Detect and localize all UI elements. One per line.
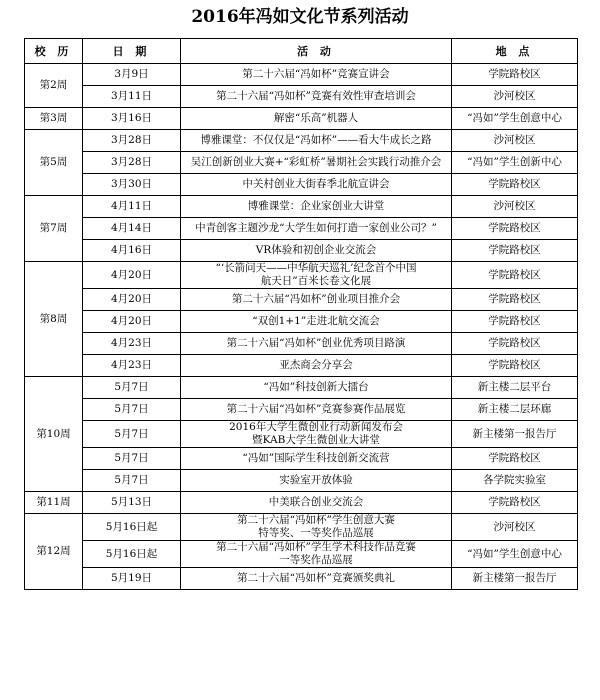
activity-line: 实验室开放体验 [279, 474, 353, 486]
table-row [25, 448, 578, 470]
activity-line: 2016年大学生微创业行动新闻发布会 [229, 421, 403, 433]
activity-cell [181, 333, 452, 355]
date-cell: 4月20日 [83, 311, 181, 333]
activity-cell [181, 399, 452, 421]
table-row [25, 86, 578, 108]
location-cell: 新主楼二层平台 [452, 377, 578, 399]
activity-line-2: 特等奖、一等奖作品巡展 [258, 527, 374, 539]
page-title: 2016年冯如文化节系列活动 [191, 7, 409, 27]
location-cell: 学院路校区 [452, 355, 578, 377]
activity-line: VR体验和初创企业交流会 [255, 244, 377, 256]
header-date: 日 期 [83, 39, 181, 64]
date-cell: 4月20日 [83, 262, 181, 289]
table-row [25, 108, 578, 130]
date-cell: 4月23日 [83, 355, 181, 377]
table-row [25, 289, 578, 311]
location-cell: 新主楼第一报告厅 [452, 421, 578, 448]
date-cell: 4月14日 [83, 218, 181, 240]
location-cell: 沙河校区 [452, 86, 578, 108]
table-row [25, 240, 578, 262]
activity-cell [181, 421, 452, 448]
activity-cell [181, 86, 452, 108]
activity-cell [181, 108, 452, 130]
activity-line: “冯如”国际学生科技创新交流营 [242, 452, 390, 464]
week-cell: 第12周 [25, 514, 83, 590]
location-cell: 学院路校区 [452, 311, 578, 333]
activity-line: “双创1+1”走进北航交流会 [252, 315, 380, 327]
table-row [25, 470, 578, 492]
table-row [25, 399, 578, 421]
activity-line: 第二十六届“冯如杯”学生创意大赛 [237, 514, 395, 526]
schedule-body [25, 64, 578, 590]
table-row [25, 377, 578, 399]
header-location: 地 点 [452, 39, 578, 64]
table-row [25, 355, 578, 377]
table-row [25, 174, 578, 196]
activity-cell [181, 377, 452, 399]
activity-cell [181, 541, 452, 568]
location-cell: 沙河校区 [452, 130, 578, 152]
location-cell: 学院路校区 [452, 64, 578, 86]
activity-line: 吴江创新创业大赛+“彩虹桥”暑期社会实践行动推介会 [190, 156, 442, 168]
activity-cell [181, 174, 452, 196]
location-cell: 新主楼二层环廊 [452, 399, 578, 421]
activity-cell [181, 448, 452, 470]
date-cell: 4月23日 [83, 333, 181, 355]
week-cell: 第8周 [25, 262, 83, 377]
location-cell: 学院路校区 [452, 448, 578, 470]
activity-line-2: 暨KAB大学生微创业大讲堂 [252, 434, 380, 446]
schedule-table [24, 38, 578, 590]
table-row [25, 514, 578, 541]
date-cell: 5月16日起 [83, 541, 181, 568]
table-row [25, 568, 578, 590]
header-activity: 活 动 [181, 39, 452, 64]
table-row [25, 152, 578, 174]
table-row [25, 218, 578, 240]
activity-line: 第二十六届“冯如杯”创业优秀项目路演 [226, 337, 406, 349]
activity-line: 亚杰商会分享会 [279, 359, 353, 371]
week-cell: 第11周 [25, 492, 83, 514]
activity-line: 解密“乐高”机器人 [273, 112, 359, 124]
activity-line: 第二十六届“冯如杯”竞赛有效性审查培训会 [216, 90, 416, 102]
activity-cell [181, 492, 452, 514]
activity-line: 博雅课堂：企业家创业大讲堂 [247, 200, 385, 212]
table-row [25, 311, 578, 333]
activity-cell [181, 218, 452, 240]
activity-cell [181, 355, 452, 377]
date-cell: 5月7日 [83, 470, 181, 492]
header-row [25, 39, 578, 64]
location-cell: 新主楼第一报告厅 [452, 568, 578, 590]
activity-line: 中青创客主题沙龙“大学生如何打造一家创业公司？” [195, 222, 437, 234]
date-cell: 3月11日 [83, 86, 181, 108]
week-cell: 第10周 [25, 377, 83, 492]
date-cell: 5月13日 [83, 492, 181, 514]
activity-cell [181, 64, 452, 86]
location-cell: “冯如”学生创新中心 [452, 152, 578, 174]
date-cell: 3月28日 [83, 152, 181, 174]
location-cell: “冯如”学生创意中心 [452, 541, 578, 568]
location-cell: 沙河校区 [452, 196, 578, 218]
table-row [25, 492, 578, 514]
week-cell: 第5周 [25, 130, 83, 196]
date-cell: 5月7日 [83, 377, 181, 399]
activity-line-2: 航天日”百米长卷文化展 [260, 275, 372, 287]
location-cell: 学院路校区 [452, 218, 578, 240]
header-week: 校 历 [25, 39, 83, 64]
activity-line: “‘长箭问天——中华航天巡礼’纪念首个中国 [215, 262, 417, 274]
activity-line: 中关村创业大街春季北航宣讲会 [242, 178, 390, 190]
location-cell: 各学院实验室 [452, 470, 578, 492]
date-cell: 5月7日 [83, 448, 181, 470]
location-cell: “冯如”学生创意中心 [452, 108, 578, 130]
date-cell: 3月9日 [83, 64, 181, 86]
activity-cell [181, 568, 452, 590]
table-row [25, 421, 578, 448]
table-row [25, 130, 578, 152]
activity-line: 第二十六届“冯如杯”学生学术科技作品竞赛 [216, 541, 416, 553]
table-row [25, 64, 578, 86]
activity-line: 第二十六届“冯如杯”创业项目推介会 [231, 293, 401, 305]
location-cell: 学院路校区 [452, 240, 578, 262]
activity-cell [181, 470, 452, 492]
table-row [25, 262, 578, 289]
activity-cell [181, 311, 452, 333]
date-cell: 3月30日 [83, 174, 181, 196]
location-cell: 学院路校区 [452, 333, 578, 355]
date-cell: 4月16日 [83, 240, 181, 262]
activity-cell [181, 130, 452, 152]
date-cell: 5月7日 [83, 399, 181, 421]
date-cell: 5月7日 [83, 421, 181, 448]
date-cell: 5月19日 [83, 568, 181, 590]
activity-line: 第二十六届“冯如杯”竞赛参赛作品展览 [226, 403, 406, 415]
week-cell: 第2周 [25, 64, 83, 108]
date-cell: 3月16日 [83, 108, 181, 130]
activity-cell [181, 262, 452, 289]
activity-line: 第二十六届“冯如杯”竞赛颁奖典礼 [237, 572, 395, 584]
date-cell: 5月16日起 [83, 514, 181, 541]
activity-line: 第二十六届“冯如杯”竞赛宣讲会 [242, 68, 390, 80]
activity-line: 博雅课堂：不仅仅是“冯如杯”——看大牛成长之路 [200, 134, 432, 146]
activity-line-2: 一等奖作品巡展 [279, 554, 353, 566]
activity-cell [181, 152, 452, 174]
date-cell: 4月11日 [83, 196, 181, 218]
location-cell: 学院路校区 [452, 492, 578, 514]
date-cell: 4月20日 [83, 289, 181, 311]
activity-line: “冯如”科技创新大擂台 [263, 381, 369, 393]
table-row [25, 541, 578, 568]
activity-line: 中美联合创业交流会 [268, 496, 364, 508]
location-cell: 学院路校区 [452, 262, 578, 289]
activity-cell [181, 240, 452, 262]
activity-cell [181, 289, 452, 311]
week-cell: 第3周 [25, 108, 83, 130]
location-cell: 沙河校区 [452, 514, 578, 541]
location-cell: 学院路校区 [452, 174, 578, 196]
table-row [25, 333, 578, 355]
date-cell: 3月28日 [83, 130, 181, 152]
week-cell: 第7周 [25, 196, 83, 262]
activity-cell [181, 514, 452, 541]
activity-cell [181, 196, 452, 218]
table-row [25, 196, 578, 218]
location-cell: 学院路校区 [452, 289, 578, 311]
